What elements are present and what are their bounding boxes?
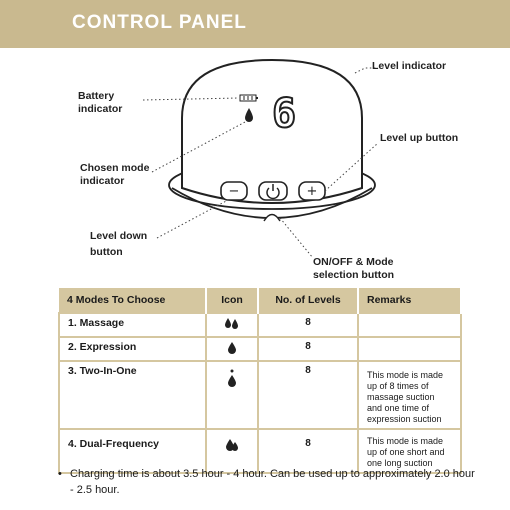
base-notch <box>264 215 280 222</box>
level-up-label: Level up button <box>380 132 459 144</box>
charging-note <box>58 466 478 498</box>
device-illustration <box>0 48 510 288</box>
table-header-row <box>59 288 461 313</box>
level-down-label: Level down button <box>90 230 148 258</box>
mode-name: 4. Dual-Frequency <box>59 429 206 473</box>
level-indicator-label: Level indicator <box>372 60 447 72</box>
mode-remarks: This mode is made up of 8 times of massage suction and one time of expression suction <box>358 361 461 429</box>
mode-levels: 8 <box>258 429 358 473</box>
modes-table <box>58 288 462 474</box>
bullet: • <box>58 468 62 480</box>
header-bar <box>0 0 510 48</box>
mode-remarks <box>358 313 461 337</box>
battery-indicator-label: Battery indicator <box>78 90 123 115</box>
mode-name: 2. Expression <box>59 337 206 361</box>
single-drop-icon <box>206 337 258 361</box>
mode-levels: 8 <box>258 337 358 361</box>
onoff-mode-label: ON/OFF & Mode selection button <box>313 256 395 281</box>
plus-icon: + <box>306 184 318 199</box>
dripping-drop-icon <box>206 361 258 429</box>
page-title: CONTROL PANEL <box>72 12 247 33</box>
mode-name: 1. Massage <box>59 313 206 337</box>
header-mode: 4 Modes To Choose <box>59 288 206 313</box>
mode-remarks: This mode is made up of one short and one long suction <box>358 429 461 473</box>
two-drops-icon <box>206 313 258 337</box>
control-panel-diagram <box>0 48 510 288</box>
mode-remarks <box>358 337 461 361</box>
level-display-digit: 6 <box>272 91 297 137</box>
mode-levels: 8 <box>258 361 358 429</box>
minus-icon: − <box>228 184 240 199</box>
header-levels: No. of Levels <box>258 288 358 313</box>
table-row <box>59 337 461 361</box>
header-remarks: Remarks <box>358 288 461 313</box>
mode-levels: 8 <box>258 313 358 337</box>
chosen-mode-label: Chosen mode indicator <box>80 162 150 187</box>
table-row <box>59 361 461 429</box>
header-icon: Icon <box>206 288 258 313</box>
charging-note-text: Charging time is about 3.5 hour - 4 hour. Can be used up to approximately 2.0 hour - 2.5 hour. <box>70 468 475 496</box>
mode-name: 3. Two-In-One <box>59 361 206 429</box>
table-row <box>59 313 461 337</box>
